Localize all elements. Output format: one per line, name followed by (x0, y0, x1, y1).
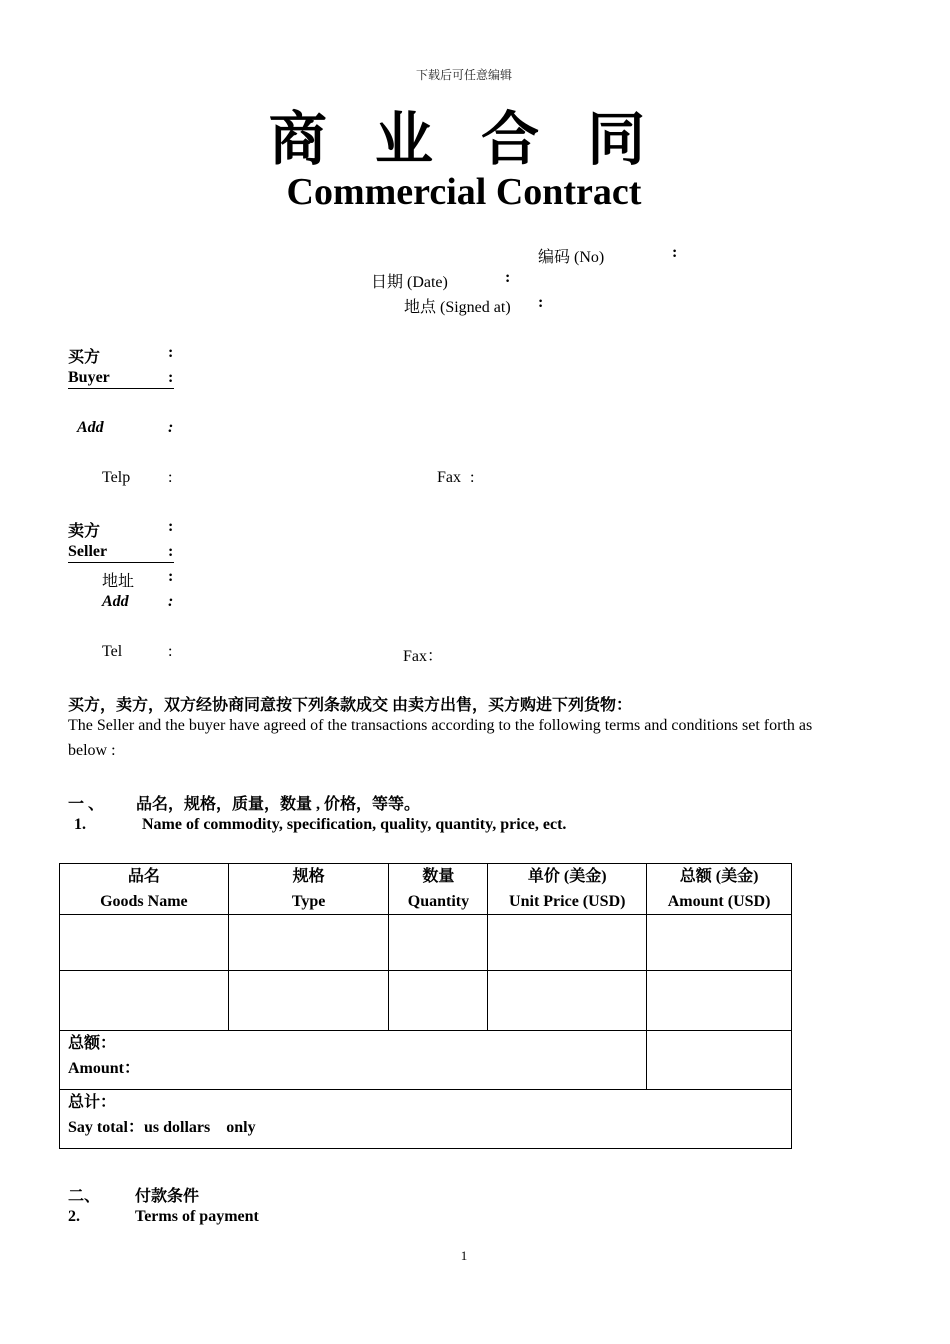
buyer-telp-colon: : (168, 469, 173, 486)
table-cell[interactable] (488, 971, 647, 1031)
table-cell[interactable] (228, 915, 389, 971)
seller-add-label: Add (102, 593, 129, 610)
buyer-en-colon: : (168, 369, 174, 386)
title-chinese: 商 业 合 同 (268, 105, 660, 173)
header-type: 规格 Type (228, 864, 389, 915)
seller-tel-label: Tel (102, 643, 123, 660)
page-number: 1 (460, 1248, 468, 1263)
seller-address-cn-colon: : (168, 568, 174, 585)
signed-at-label: 地点 (Signed at) (404, 299, 511, 316)
section1-title-en: Name of commodity, specification, quality, quantity, price, ect. (142, 816, 567, 833)
buyer-fax-label: Fax (437, 469, 461, 486)
table-cell[interactable] (647, 915, 792, 971)
table-cell[interactable] (389, 915, 488, 971)
buyer-telp-label: Telp (102, 469, 131, 486)
header-quantity: 数量 Quantity (389, 864, 488, 915)
header-amount: 总额 (美金) Amount (USD) (647, 864, 792, 915)
section2-title-cn: 付款条件 (135, 1188, 200, 1205)
table-row (60, 915, 792, 971)
total-cell: 总计： Say total：us dollars only (60, 1090, 792, 1149)
section1-number-cn: 一 、 (68, 796, 105, 813)
seller-label-cn: 卖方 (68, 523, 101, 540)
seller-label-en-row (68, 543, 174, 563)
buyer-cn-colon: : (168, 344, 174, 361)
section1-number-en: 1. (74, 816, 86, 833)
buyer-label-en-row (68, 369, 174, 389)
goods-table (59, 863, 792, 1149)
signed-at-colon: : (538, 294, 544, 311)
title-english: Commercial Contract (286, 171, 642, 213)
table-row (60, 971, 792, 1031)
buyer-label-en: Buyer (68, 369, 110, 386)
amount-value-cell[interactable] (647, 1031, 792, 1090)
seller-label-en: Seller (68, 543, 108, 560)
amount-label-cell: 总额： Amount： (60, 1031, 647, 1090)
table-cell[interactable] (488, 915, 647, 971)
section2-number-cn: 二、 (68, 1188, 101, 1205)
buyer-add-colon: : (168, 419, 174, 436)
amount-row (60, 1031, 792, 1090)
seller-add-colon: : (168, 593, 174, 610)
date-label: 日期 (Date) (371, 274, 448, 291)
seller-tel-colon: : (168, 643, 173, 660)
header-unit-price: 单价 (美金) Unit Price (USD) (488, 864, 647, 915)
seller-en-colon: : (168, 543, 174, 560)
table-cell[interactable] (228, 971, 389, 1031)
section1-title-cn: 品名，规格，质量，数量 , 价格，等等。 (136, 796, 421, 813)
seller-cn-colon: : (168, 518, 174, 535)
table-cell[interactable] (647, 971, 792, 1031)
section2-title-en: Terms of payment (135, 1208, 259, 1225)
table-cell[interactable] (60, 915, 229, 971)
intro-english-line2: below : (68, 742, 116, 759)
seller-fax-label: Fax： (403, 648, 444, 665)
seller-address-cn: 地址 (102, 573, 135, 590)
buyer-fax-colon: : (470, 469, 475, 486)
intro-chinese: 买方，卖方，双方经协商同意按下列条款成交 由卖方出售，买方购进下列货物： (68, 697, 633, 714)
buyer-label-cn: 买方 (68, 349, 101, 366)
table-header-row (60, 864, 792, 915)
header-goods-name: 品名 Goods Name (60, 864, 229, 915)
contract-no-label: 编码 (No) (538, 249, 605, 266)
intro-english-line1: The Seller and the buyer have agreed of the transactions according to the following terms and conditions set forth as (68, 717, 813, 734)
section2-number-en: 2. (68, 1208, 80, 1225)
date-colon: : (505, 269, 511, 286)
total-row (60, 1090, 792, 1149)
buyer-add-label: Add (77, 419, 104, 436)
contract-no-colon: : (672, 244, 678, 261)
table-cell[interactable] (60, 971, 229, 1031)
header-note: 下载后可任意编辑 (415, 68, 512, 82)
table-cell[interactable] (389, 971, 488, 1031)
